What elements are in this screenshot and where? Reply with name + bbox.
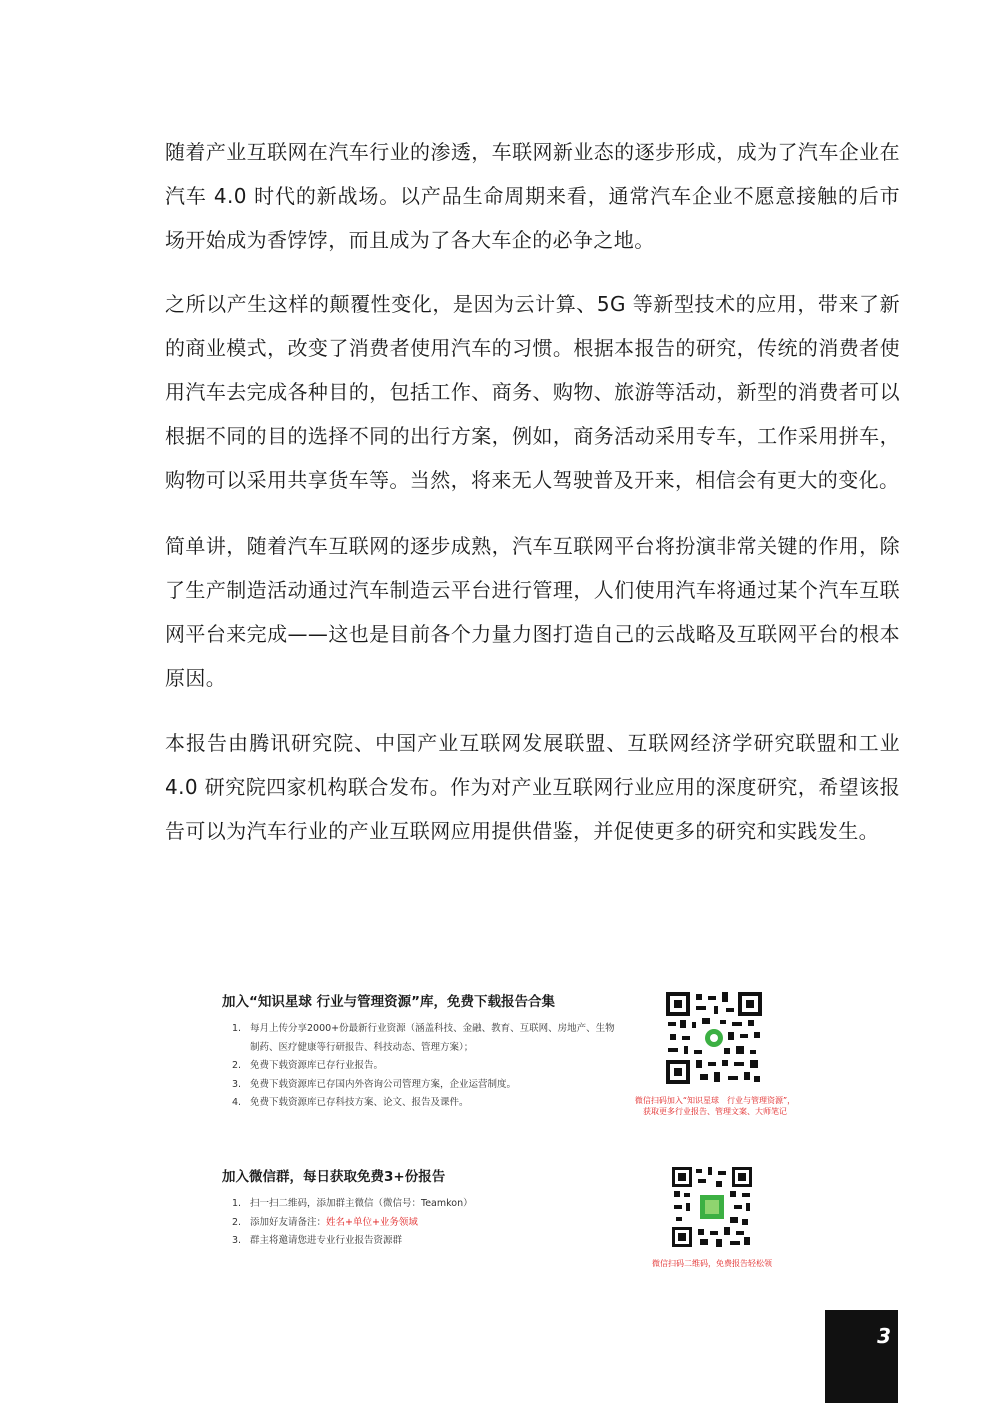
promo-title: 加入“知识星球 行业与管理资源”库，免费下载报告合集 [222,994,555,1010]
qr-code-knowledge-planet[interactable] [666,992,762,1084]
paragraph-3: 简单讲，随着汽车互联网的逐步成熟，汽车互联网平台将扮演非常关键的作用，除了生产制造活动通过汽车制造云平台进行管理，人们使用汽车将通过某个汽车互联网平台来完成——这也是目前各个力量力图打造自己的云战略及互联网平台的根本原因。 [165,534,900,690]
page-number: 3 [877,1324,891,1348]
promo-title: 加入微信群，每日获取免费3+份报告 [222,1169,446,1185]
qr-caption-knowledge-planet: 微信扫码加入“知识星球 行业与管理资源”， 获取更多行业报告、管理文案、大师笔记 [634,1096,796,1116]
list-item: 1. 每月上传分享2000+份最新行业资源（涵盖科技、金融、教育、互联网、房地产、生物制药、医疗健康等行研报告、科技动态、管理方案）； [232,1023,615,1053]
article-body-4 [165,721,900,853]
paragraph-4: 本报告由腾讯研究院、中国产业互联网发展联盟、互联网经济学研究联盟和工业 4.0 研究院四家机构联合发布。作为对产业互联网行业应用的深度研究，希望该报告可以为汽车行业的产业互联网应用提供借鉴，并促使更多的研究和实践发生。 [165,731,900,843]
paragraph-1: 随着产业互联网在汽车行业的渗透，车联网新业态的逐步形成，成为了汽车企业在汽车 4.0 时代的新战场。以产品生命周期来看，通常汽车企业不愿意接触的后市场开始成为香饽饽，而且成为了各大车企的必争之地。 [165,140,900,252]
list-item: 2. 添加好友请备注：姓名+单位+业务领域 [232,1216,418,1228]
page-number-box [825,1310,898,1403]
qr-caption-wechat-group: 微信扫码二维码，免费报告轻松领 [652,1259,772,1268]
article-body-2 [165,282,900,502]
qr-code-wechat-group[interactable] [672,1167,752,1247]
list-item: 3. 免费下载资源库已存国内外咨询公司管理方案，企业运营制度。 [232,1078,517,1090]
list-item: 3. 群主将邀请您进专业行业报告资源群 [232,1235,403,1246]
article-body [165,130,900,262]
list-item: 2. 免费下载资源库已存行业报告。 [232,1060,384,1071]
list-item: 4. 免费下载资源库已存科技方案、论文、报告及课件。 [232,1097,469,1108]
paragraph-2: 之所以产生这样的颠覆性变化，是因为云计算、5G 等新型技术的应用，带来了新的商业模式，改变了消费者使用汽车的习惯。根据本报告的研究，传统的消费者使用汽车去完成各种目的，包括工作、商务、购物、旅游等活动，新型的消费者可以根据不同的目的选择不同的出行方案，例如，商务活动采用专车，工作采用拼车，购物可以采用共享货车等。当然，将来无人驾驶普及开来，相信会有更大的变化。 [165,292,900,492]
list-item: 1. 扫一扫二维码，添加群主微信（微信号：Teamkon） [232,1198,473,1209]
article-body-3 [165,524,900,700]
